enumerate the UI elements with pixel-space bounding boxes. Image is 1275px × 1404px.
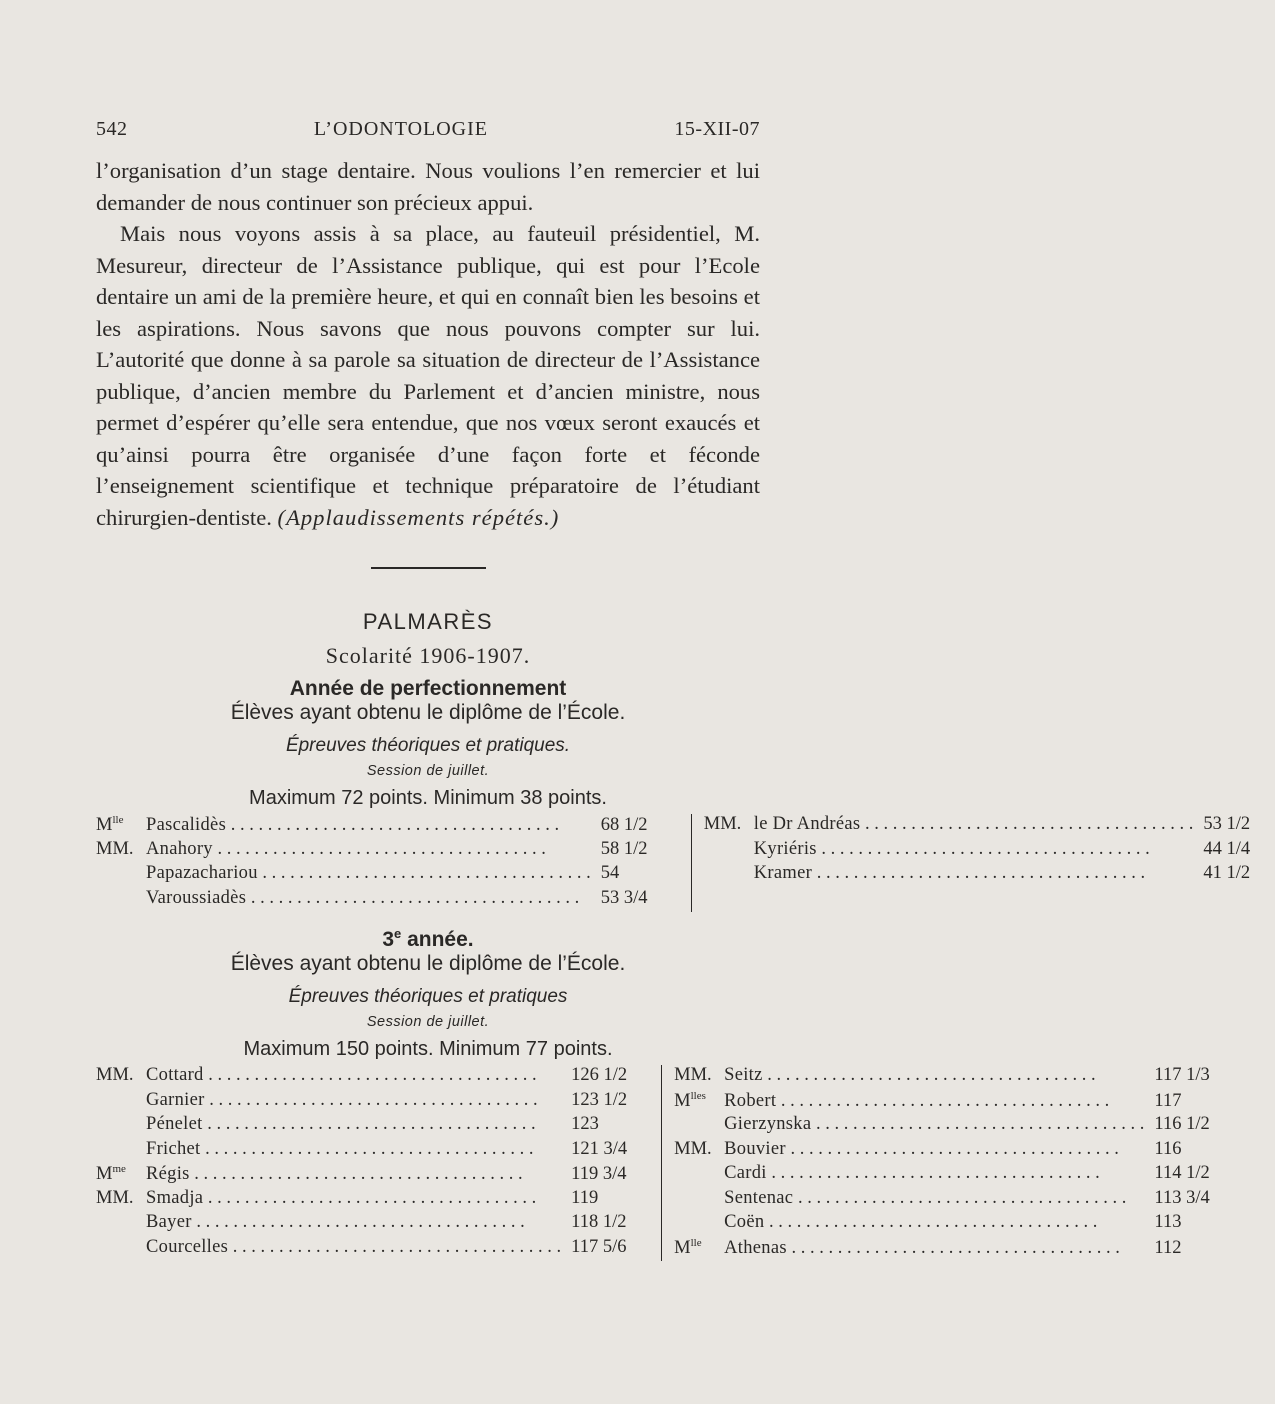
student-name: Régis . . . xyxy=(146,1164,561,1185)
student-score: 119 xyxy=(571,1187,599,1208)
journal-title: L’ODONTOLOGIE xyxy=(313,118,488,140)
student-name: Garnier . . . xyxy=(146,1090,561,1111)
section-divider xyxy=(371,567,486,569)
result-row xyxy=(96,839,683,864)
section-title: 3e année. xyxy=(382,926,474,951)
result-row xyxy=(704,839,1275,864)
result-row xyxy=(96,1090,653,1115)
result-row xyxy=(96,1212,653,1237)
result-row xyxy=(674,1065,1226,1090)
student-score: 123 xyxy=(571,1114,599,1134)
section-title: Année de perfectionnement xyxy=(289,677,567,700)
student-score: 116 xyxy=(1154,1138,1182,1159)
student-score: 53 3/4 xyxy=(600,887,648,908)
palmares-title: PALMARÈS xyxy=(362,609,494,634)
student-name: Smadja . . . xyxy=(146,1188,561,1209)
student-name: Cottard . . . xyxy=(146,1065,561,1086)
palmares-sections xyxy=(96,677,1251,1261)
student-score: 53 1/2 xyxy=(1203,814,1251,834)
student-name: Frichet . . . xyxy=(146,1139,561,1160)
student-name: Pénelet . . . xyxy=(146,1114,561,1135)
epreuves-heading: Épreuves théoriques et pratiques. xyxy=(285,735,571,756)
student-name: Bayer . . . xyxy=(146,1212,561,1233)
result-row xyxy=(96,814,683,839)
student-name: Anahory . . . xyxy=(146,839,591,860)
title-prefix: $M^{me}$ xyxy=(96,1163,126,1185)
student-name: Robert . . . xyxy=(724,1091,1144,1112)
section-subtitle: Élèves ayant obtenu le diplôme de l’École. xyxy=(230,701,626,724)
paragraph-2-text: Mais nous voyons assis à sa place, au fauteuil présidentiel, M. Mesureur, directeur de l’Assistance publique, qui est pour l’Ecole dentaire un ami de la première heure, et qui en connaît bien les besoins et les aspirations. Nous savons que nous pouvons compter sur lui. L’autorité que donne à sa parole sa situation de directeur de l’Assistance publique, d’ancien membre du Parlement et d’ancien ministre, nous permet d’espérer qu’elle sera entendue, que nos vœux seront exaucés et qu’ainsi pourra être organisée d’une façon forte et féconde l’enseignement scientifique et technique préparatoire de l’étudiant chirurgien-dentiste. xyxy=(96,221,760,530)
title-prefix: MM. xyxy=(703,814,742,834)
results-columns xyxy=(96,1065,1210,1261)
student-name: Seitz . . . xyxy=(724,1065,1144,1086)
result-row xyxy=(96,1188,653,1213)
student-score: 119 3/4 xyxy=(571,1164,627,1185)
student-score: 126 1/2 xyxy=(571,1065,628,1085)
title-prefix: $M^{lles}$ xyxy=(674,1089,706,1111)
student-name: Kyriéris . . . xyxy=(754,839,1194,860)
title-prefix: MM. xyxy=(96,1065,134,1085)
student-score: 117 1/3 xyxy=(1154,1065,1210,1085)
student-score: 117 xyxy=(1154,1090,1182,1111)
student-name: le Dr Andréas . . . xyxy=(754,814,1194,835)
student-name: Bouvier . . . xyxy=(724,1139,1144,1160)
student-score: 44 1/4 xyxy=(1203,838,1251,859)
student-name: Varoussiadès . . . xyxy=(146,888,591,909)
page xyxy=(96,118,1251,1261)
student-name: Athenas . . . xyxy=(724,1238,1144,1259)
result-row xyxy=(96,863,683,888)
student-score: 121 3/4 xyxy=(571,1138,628,1159)
result-row xyxy=(96,1163,653,1188)
student-score: 112 xyxy=(1154,1237,1182,1258)
student-name: Cardi . . . xyxy=(724,1163,1144,1184)
applause-note: (Applaudissements répétés.) xyxy=(277,504,560,530)
paragraph-2 xyxy=(96,218,760,533)
student-score: 114 1/2 xyxy=(1154,1163,1210,1183)
title-prefix: $M^{lle}$ xyxy=(96,814,124,836)
student-score: 118 1/2 xyxy=(571,1212,627,1232)
student-score: 68 1/2 xyxy=(600,815,648,836)
result-row xyxy=(96,1114,653,1139)
scolarite-heading: Scolarité 1906-1907. xyxy=(325,643,531,668)
title-prefix: MM. xyxy=(96,1187,134,1208)
results-column-left xyxy=(96,1065,662,1261)
student-name: Pascalidès . . . xyxy=(146,815,591,836)
result-row xyxy=(96,1139,653,1164)
student-score: 113 3/4 xyxy=(1154,1187,1210,1208)
title-prefix: MM. xyxy=(96,838,134,859)
results-column-right xyxy=(662,1065,1226,1261)
running-header xyxy=(96,118,760,141)
result-row xyxy=(674,1188,1226,1213)
page-number: 542 xyxy=(96,118,128,140)
result-row xyxy=(674,1139,1226,1164)
student-name: Coën . . . xyxy=(724,1212,1144,1233)
paragraph-1: l’organisation d’un stage dentaire. Nous voulions l’en remercier et lui demander de nous continuer son précieux appui. xyxy=(96,158,760,215)
issue-date: 15-XII-07 xyxy=(674,118,760,140)
result-row xyxy=(704,814,1275,839)
result-row xyxy=(96,1237,653,1262)
student-score: 58 1/2 xyxy=(600,838,648,859)
result-row xyxy=(674,1237,1226,1262)
result-row xyxy=(674,1090,1226,1115)
body-text xyxy=(96,155,760,533)
results-column-right xyxy=(692,814,1275,912)
points-range: Maximum 72 points. Minimum 38 points. xyxy=(249,787,607,809)
title-prefix: $M^{lle}$ xyxy=(674,1236,702,1258)
epreuves-heading: Épreuves théoriques et pratiques xyxy=(288,986,568,1007)
results-columns xyxy=(96,814,1251,912)
student-name: Sentenac . . . xyxy=(724,1188,1144,1209)
student-name: Kramer . . . xyxy=(754,863,1194,884)
result-row xyxy=(674,1114,1226,1139)
points-range: Maximum 150 points. Minimum 77 points. xyxy=(243,1038,613,1060)
student-score: 123 1/2 xyxy=(571,1089,628,1110)
student-name: Gierzynska . . . xyxy=(724,1114,1144,1135)
student-score: 54 xyxy=(600,863,620,883)
student-score: 117 5/6 xyxy=(571,1236,627,1257)
section-subtitle: Élèves ayant obtenu le diplôme de l’École. xyxy=(230,952,626,975)
result-row xyxy=(704,863,1275,888)
session-heading: Session de juillet. xyxy=(366,763,490,779)
student-name: Papazachariou . . . xyxy=(146,863,591,884)
title-prefix: MM. xyxy=(674,1065,712,1085)
title-prefix: MM. xyxy=(674,1138,712,1159)
results-column-left xyxy=(96,814,692,912)
result-row xyxy=(674,1163,1226,1188)
student-score: 116 1/2 xyxy=(1154,1114,1210,1134)
result-row xyxy=(96,1065,653,1090)
student-score: 41 1/2 xyxy=(1203,863,1251,883)
result-row xyxy=(674,1212,1226,1237)
student-name: Courcelles . . . xyxy=(146,1237,561,1258)
result-row xyxy=(96,888,683,913)
student-score: 113 xyxy=(1154,1212,1182,1232)
session-heading: Session de juillet. xyxy=(366,1014,490,1030)
